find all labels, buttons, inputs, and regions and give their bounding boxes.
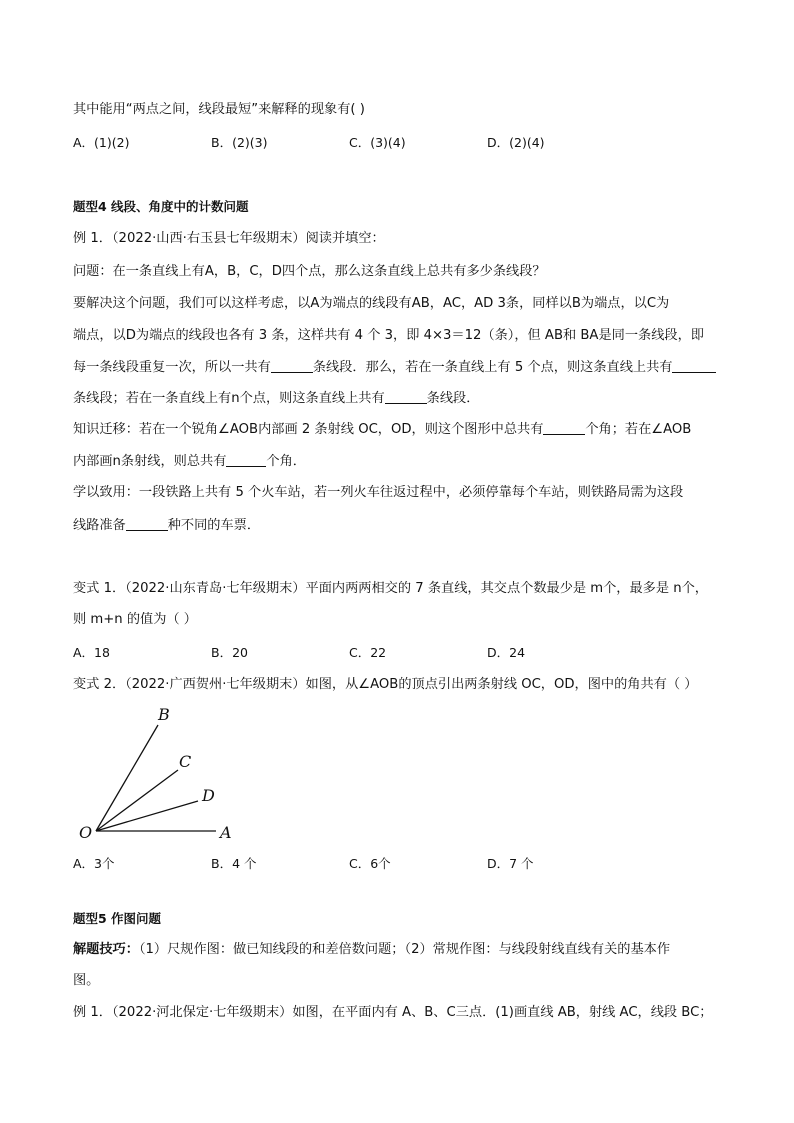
label-b: B — [158, 705, 170, 724]
example-1-p6: 知识迁移：若在一个锐角∠AOB内部画 2 条射线 OC，OD，则这个图形中总共有 个角；若在∠AOB — [73, 422, 692, 437]
example-1-p9: 线路准备 种不同的车票． — [73, 518, 261, 533]
example-1-p1: 问题：在一条直线上有A，B，C，D四个点，那么这条直线上总共有多少条线段？ — [73, 264, 546, 279]
angle-diagram — [76, 700, 246, 850]
example-1-instruction: 阅读并填空： — [305, 231, 385, 246]
variant-2-text: 变式 2．（2022·广西贺州·七年级期末）如图，从∠AOB的顶点引出两条射线 OC，OD，图中的角共有（ ） — [73, 677, 698, 692]
example-1-label: 例 1． — [73, 231, 112, 246]
answer-blank[interactable] — [385, 389, 427, 404]
option-a: A．18 — [73, 645, 110, 660]
answer-blank[interactable] — [226, 452, 266, 467]
example-1-p4: 每一条线段重复一次，所以一共有 条线段．那么，若在一条直线上有 5 个点，则这条直线上共有 — [73, 358, 720, 377]
example-1-p3: 端点，以D为端点的线段也各有 3 条，这样共有 4 个 3，即 4×3＝12（条），但 AB和 BA是同一条线段，即 — [73, 328, 704, 343]
option-b: B．(2)(3) — [211, 135, 268, 150]
option-c: C．22 — [349, 645, 387, 660]
label-a: A — [220, 823, 232, 842]
example-1-intro — [73, 230, 720, 248]
example-1-p8: 学以致用：一段铁路上共有 5 个火车站，若一列火车往返过程中，必须停靠每个车站，则铁路局需为这段 — [73, 485, 684, 500]
option-c: C．(3)(4) — [349, 135, 406, 150]
question-text: 其中能用“两点之间，线段最短”来解释的现象有( ) — [73, 102, 365, 117]
label-o: O — [79, 823, 93, 842]
label-d: D — [202, 786, 215, 805]
answer-blank[interactable] — [271, 358, 313, 373]
variant-1-text-2: 则 m+n 的值为（ ） — [73, 612, 197, 627]
option-d: D．24 — [487, 645, 526, 660]
section-heading-4: 题型4 线段、角度中的计数问题 — [73, 199, 249, 214]
answer-blank[interactable] — [672, 358, 716, 373]
answer-blank[interactable] — [126, 516, 168, 531]
option-b: B．20 — [211, 645, 248, 660]
example-5-1: 例 1．（2022·河北保定·七年级期末）如图，在平面内有 A、B、C三点．(1)画直线 AB，射线 AC，线段 BC； — [73, 1005, 713, 1020]
option-a: A．(1)(2) — [73, 135, 130, 150]
option-d: D．7 个 — [487, 856, 534, 871]
angle-figure — [76, 700, 246, 850]
example-1-p7: 内部画n条射线，则总共有 个角． — [73, 454, 306, 469]
variant-1-text: 变式 1．（2022·山东青岛·七年级期末）平面内两两相交的 7 条直线，其交点个数最少是 m个，最多是 n个， — [73, 581, 708, 596]
option-c: C．6个 — [349, 856, 391, 871]
option-d: D．(2)(4) — [487, 135, 545, 150]
option-a: A．3个 — [73, 856, 115, 871]
example-1-p5: 条线段；若在一条直线上有n个点，则这条直线上共有 条线段． — [73, 391, 480, 406]
tip-text: 解题技巧：（1）尺规作图：做已知线段的和差倍数问题；（2）常规作图：与线段射线直线有关的基本作 — [73, 942, 671, 957]
option-b: B．4 个 — [211, 856, 257, 871]
label-c: C — [179, 752, 192, 771]
tip-label: 解题技巧： — [73, 942, 139, 957]
section-heading-5: 题型5 作图问题 — [73, 911, 162, 926]
example-1-p2: 要解决这个问题，我们可以这样考虑，以A为端点的线段有AB，AC，AD 3条，同样以B为端点，以C为 — [73, 296, 670, 311]
tip-text-2: 图。 — [73, 973, 100, 988]
ray-oc — [96, 770, 178, 831]
example-1-source: （2022·山西·右玉县七年级期末） — [111, 231, 306, 246]
answer-blank[interactable] — [543, 420, 585, 435]
